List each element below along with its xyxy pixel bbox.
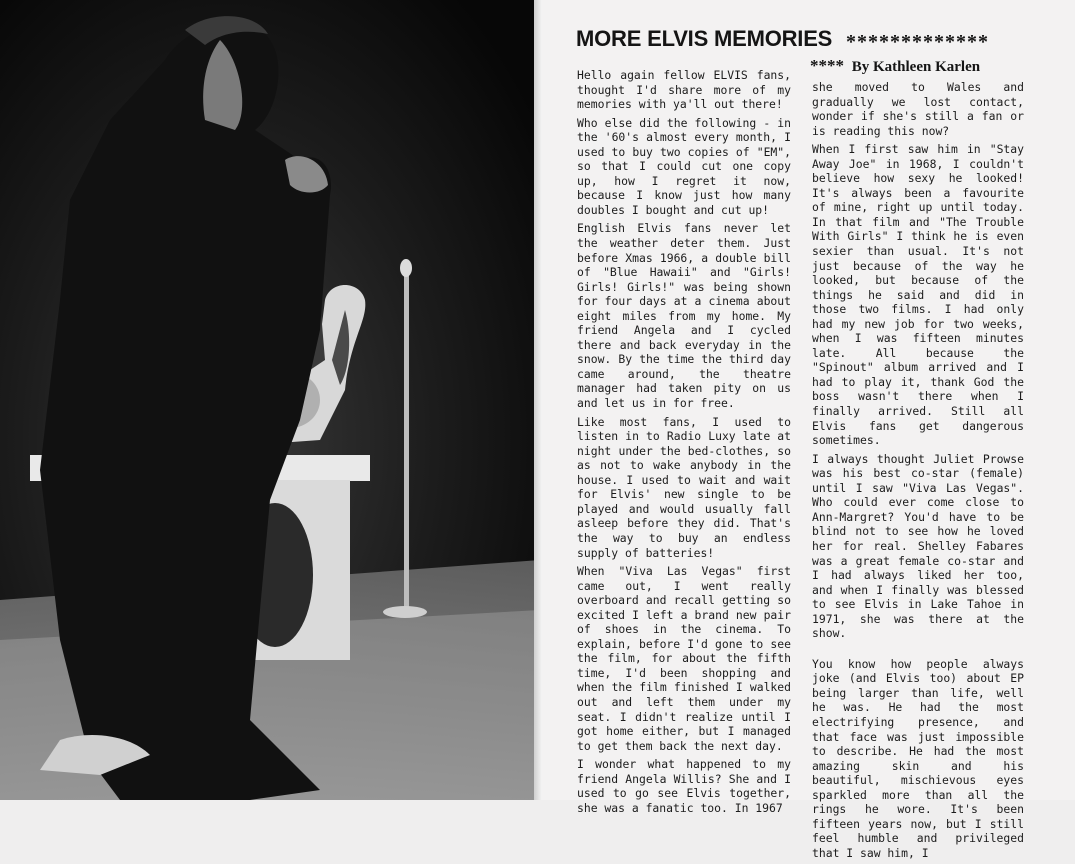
page-gutter (534, 0, 542, 800)
paragraph: she moved to Wales and gradually we lost contact, wonder if she's still a fan or is reading this now? (812, 80, 1024, 138)
byline-stars: **** (810, 56, 844, 75)
author-name: By Kathleen Karlen (851, 59, 981, 75)
paragraph: When "Viva Las Vegas" first came out, I went really overboard and recall getting so excited I left a brand new pair of shoes in the cinema. To explain, before I'd gone to see the film, for about the fifth time, I'd been shopping and when the film finished I walked out and left them under my seat. I didn't realize until I got home either, but I managed to get them back the next day. (577, 564, 791, 753)
paragraph: Hello again fellow ELVIS fans, thought I'd share more of my memories with ya'll out there! (577, 68, 791, 112)
paragraph: I wonder what happened to my friend Angela Willis? She and I used to go see Elvis together, she was a fanatic too. In 1967 (577, 757, 791, 815)
article-column-1 (577, 68, 791, 819)
elvis-stage-photo (0, 0, 540, 800)
article-column-2 (812, 80, 1024, 864)
byline (810, 56, 980, 76)
title-stars: ************* (846, 31, 989, 53)
paragraph: When I first saw him in "Stay Away Joe" in 1968, I couldn't believe how sexy he looked! It's always been a favourite of mine, right up until today. In that film and "The Trouble With Girls" I think he is even sexier than usual. It's not just because of the way he looked, but because of the things he said and did in those two films. I had only had my new job for two weeks, when I was fifteen minutes late. All because the "Spinout" album arrived and I had to play it, thank God the boss wasn't there when I finally arrived. Still all Elvis fans get dangerous sometimes. (812, 142, 1024, 448)
paragraph: Who else did the following - in the '60's almost every month, I used to buy two copies of "EM", so that I could cut one copy up, how I regret it now, because I know just how many doubles I bought and cut up! (577, 115, 791, 217)
paragraph: English Elvis fans never let the weather deter them. Just before Xmas 1966, a double bill of "Blue Hawaii" and "Girls! Girls! Girls!" was being shown for four days at a cinema about eight miles from my home. My friend Angela and I cycled there and back everyday in the snow. By the time the third day came around, the theatre manager had taken pity on us and let us in for free. (577, 221, 791, 411)
paragraph: You know how people always joke (and Elvis too) about EP being larger than life, well he was. He had the most electrifying presence, and that face was just impossible to describe. He had the most amazing skin and his beautiful, mischievous eyes sparkled more than all the rings he wore. It's been fifteen years now, but I still feel humble and privileged that I saw him, I (812, 656, 1024, 860)
article-title: MORE ELVIS MEMORIES (576, 26, 833, 51)
paragraph: Like most fans, I used to listen in to Radio Luxy late at night under the bed-clothes, so as not to wake anybody in the house. I used to wait and wait for Elvis' new single to be played and would usually fall asleep before they did. That's the way to buy an endless supply of batteries! (577, 414, 791, 560)
paragraph: I always thought Juliet Prowse was his best co-star (female) until I saw "Viva Las Vegas". Who could ever come close to Ann-Margret? You'd have to be blind not to see how he loved her for real. Shelley Fabares was a great female co-star and I had always liked her too, and when I finally was blessed to see Elvis in Lake Tahoe in 1971, she was there at the show. (812, 451, 1024, 641)
